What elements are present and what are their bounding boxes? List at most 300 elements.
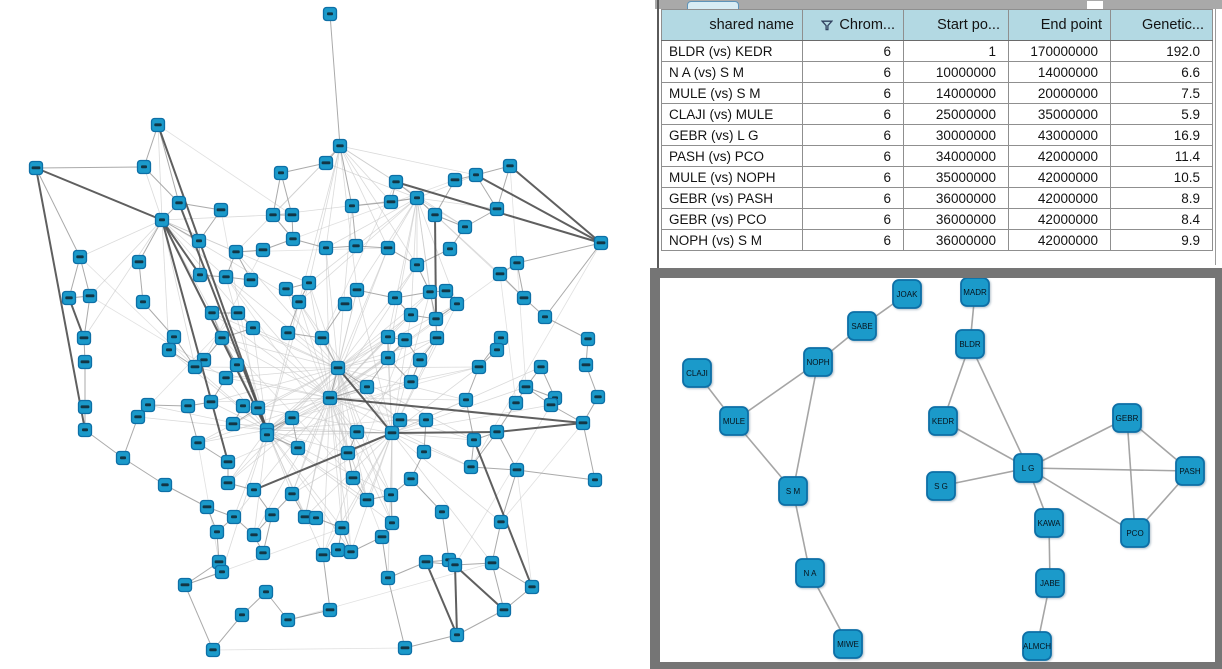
table-row[interactable]: [662, 188, 1213, 209]
network-node[interactable]: [592, 391, 605, 404]
network-node[interactable]: [237, 400, 250, 413]
column-header-0[interactable]: [662, 10, 803, 41]
node-label: [294, 446, 301, 449]
node-label: [353, 288, 362, 291]
table-cell: 25000000: [904, 104, 1009, 125]
node-label: [214, 530, 220, 533]
node-label: [224, 481, 233, 484]
network-node[interactable]: [324, 392, 337, 405]
network-node[interactable]: [545, 399, 558, 412]
node-label: [347, 550, 354, 553]
network-node-KEDR[interactable]: [929, 407, 957, 435]
network-edge: [213, 648, 405, 650]
node-label: [224, 460, 233, 463]
network-node[interactable]: [595, 237, 608, 250]
network-node[interactable]: [152, 119, 165, 132]
network-node[interactable]: [494, 268, 507, 281]
network-node[interactable]: [382, 242, 395, 255]
node-label: [349, 476, 358, 479]
network-node[interactable]: [142, 399, 155, 412]
node-label: [497, 520, 504, 523]
node-label: [387, 200, 396, 203]
node-label: [284, 618, 291, 621]
table-cell: 42000000: [1009, 188, 1111, 209]
network-node[interactable]: [173, 197, 186, 210]
network-node[interactable]: [206, 307, 219, 320]
network-node[interactable]: [192, 437, 205, 450]
network-node-MIWE[interactable]: [834, 630, 862, 658]
network-node[interactable]: [336, 522, 349, 535]
network-node-KAWA[interactable]: [1035, 509, 1063, 537]
network-node-CLAJI[interactable]: [683, 359, 711, 387]
network-node[interactable]: [227, 418, 240, 431]
network-node[interactable]: [163, 344, 176, 357]
table-cell: 5.9: [1111, 104, 1213, 125]
network-node[interactable]: [420, 414, 433, 427]
network-node[interactable]: [216, 566, 229, 579]
network-node[interactable]: [382, 572, 395, 585]
network-node[interactable]: [275, 167, 288, 180]
network-node[interactable]: [459, 221, 472, 234]
node-label: [338, 526, 345, 529]
network-node[interactable]: [451, 629, 464, 642]
table-cell: 6: [803, 104, 904, 125]
node-label: [467, 465, 474, 468]
table-cell: 43000000: [1009, 125, 1111, 146]
node-label: [592, 478, 598, 481]
table-cell: 42000000: [1009, 209, 1111, 230]
network-node[interactable]: [351, 284, 364, 297]
network-node[interactable]: [389, 292, 402, 305]
network-node[interactable]: [495, 332, 508, 345]
node-label: [385, 356, 391, 359]
network-node[interactable]: [332, 362, 345, 375]
node-label: [473, 173, 479, 176]
network-node[interactable]: [182, 400, 195, 413]
node-label: [416, 358, 423, 361]
node-label: [582, 363, 591, 366]
network-node[interactable]: [324, 604, 337, 617]
node-label: [385, 576, 391, 579]
network-node[interactable]: [222, 477, 235, 490]
node-label: [254, 406, 261, 409]
column-header-2[interactable]: [904, 10, 1009, 41]
network-node[interactable]: [420, 556, 433, 569]
network-node[interactable]: [405, 473, 418, 486]
network-node[interactable]: [342, 447, 355, 460]
network-node[interactable]: [137, 296, 150, 309]
filter-funnel-icon[interactable]: [821, 20, 833, 31]
network-node-SG[interactable]: [927, 472, 955, 500]
network-node-SABE[interactable]: [848, 312, 876, 340]
network-node[interactable]: [465, 461, 478, 474]
node-label: [259, 551, 266, 554]
table-scrollbar[interactable]: [1215, 9, 1222, 265]
node-label: [363, 498, 372, 501]
node-label: [454, 633, 460, 636]
node-label: [194, 441, 201, 444]
node-label: [289, 237, 296, 240]
node-label: [520, 296, 529, 299]
network-node[interactable]: [252, 402, 265, 415]
table-row[interactable]: [662, 167, 1213, 188]
network-edge: [198, 430, 267, 443]
network-node[interactable]: [444, 243, 457, 256]
network-node[interactable]: [316, 332, 329, 345]
node-label: [81, 360, 90, 363]
table-cell: 6: [803, 188, 904, 209]
network-node[interactable]: [317, 549, 330, 562]
network-node[interactable]: [351, 426, 364, 439]
network-node[interactable]: [320, 157, 333, 170]
node-label: [522, 385, 531, 388]
network-node[interactable]: [257, 244, 270, 257]
network-node[interactable]: [385, 196, 398, 209]
node-label: [447, 247, 453, 250]
node-label: [282, 287, 289, 290]
network-node-JOAK[interactable]: [893, 280, 921, 308]
network-edge: [510, 166, 601, 243]
network-node[interactable]: [473, 361, 486, 374]
network-edge: [435, 215, 436, 319]
node-label: PCO: [1126, 529, 1144, 538]
node-label: [594, 395, 601, 398]
node-label: [166, 348, 172, 351]
node-label: [159, 218, 165, 221]
network-node[interactable]: [320, 242, 333, 255]
network-node[interactable]: [286, 209, 299, 222]
node-label: [120, 456, 126, 459]
network-node[interactable]: [382, 331, 395, 344]
network-node[interactable]: [248, 484, 261, 497]
node-label: [513, 261, 520, 264]
table-cell: 14000000: [904, 83, 1009, 104]
network-node[interactable]: [193, 235, 206, 248]
network-node[interactable]: [30, 162, 43, 175]
node-label: [80, 336, 89, 339]
network-node[interactable]: [310, 512, 323, 525]
network-node[interactable]: [267, 209, 280, 222]
network-edge: [144, 167, 162, 220]
network-node[interactable]: [79, 401, 92, 414]
node-label: [439, 510, 445, 513]
network-node[interactable]: [292, 442, 305, 455]
network-node-PASH[interactable]: [1176, 457, 1204, 485]
network-node[interactable]: [179, 579, 192, 592]
column-header-3[interactable]: [1009, 10, 1111, 41]
network-node[interactable]: [260, 586, 273, 599]
network-node[interactable]: [232, 307, 245, 320]
node-label: [341, 302, 350, 305]
network-edge-BLDR-LG[interactable]: [970, 344, 1028, 468]
table-row[interactable]: [662, 41, 1213, 62]
network-node[interactable]: [282, 327, 295, 340]
network-edge: [340, 146, 476, 175]
network-node[interactable]: [220, 372, 233, 385]
table-row[interactable]: [662, 62, 1213, 83]
network-node[interactable]: [449, 174, 462, 187]
network-node[interactable]: [189, 361, 202, 374]
network-node[interactable]: [346, 200, 359, 213]
network-edge: [326, 198, 417, 248]
node-label: [512, 401, 519, 404]
network-node[interactable]: [510, 397, 523, 410]
network-node[interactable]: [405, 309, 418, 322]
network-node-SM[interactable]: [779, 477, 807, 505]
network-node[interactable]: [511, 257, 524, 270]
network-node[interactable]: [418, 446, 431, 459]
network-node[interactable]: [399, 642, 412, 655]
network-node[interactable]: [451, 298, 464, 311]
network-node[interactable]: [424, 286, 437, 299]
network-node-LG[interactable]: [1014, 454, 1042, 482]
column-header-1[interactable]: [803, 10, 904, 41]
strip-notch: [1087, 1, 1103, 9]
network-node[interactable]: [394, 414, 407, 427]
network-node[interactable]: [431, 332, 444, 345]
node-label: [401, 646, 410, 649]
node-label: [215, 560, 224, 563]
node-label: [344, 451, 353, 454]
node-label: [537, 365, 544, 368]
node-label: [284, 331, 291, 334]
table-cell: CLAJI (vs) MULE: [662, 104, 803, 125]
node-label: [295, 300, 302, 303]
node-label: [86, 294, 95, 297]
network-node[interactable]: [411, 192, 424, 205]
network-node[interactable]: [411, 259, 424, 272]
network-node[interactable]: [440, 285, 453, 298]
network-node[interactable]: [207, 644, 220, 657]
network-node[interactable]: [63, 292, 76, 305]
network-edge: [36, 167, 144, 168]
network-edge-LG-PASH[interactable]: [1028, 468, 1190, 471]
network-node[interactable]: [133, 256, 146, 269]
column-header-label: shared name: [709, 17, 794, 33]
node-label: [506, 164, 513, 167]
network-node[interactable]: [236, 609, 249, 622]
node-label: [171, 335, 177, 338]
network-edge-NOPH-SM[interactable]: [793, 362, 818, 491]
network-node[interactable]: [84, 290, 97, 303]
network-node[interactable]: [535, 361, 548, 374]
node-label: JOAK: [896, 290, 918, 299]
network-node[interactable]: [526, 581, 539, 594]
network-node[interactable]: [386, 517, 399, 530]
table-cell: GEBR (vs) L G: [662, 125, 803, 146]
network-node[interactable]: [211, 526, 224, 539]
table-row[interactable]: [662, 230, 1213, 251]
network-node[interactable]: [385, 489, 398, 502]
network-node[interactable]: [201, 501, 214, 514]
network-node[interactable]: [303, 277, 316, 290]
network-node[interactable]: [376, 531, 389, 544]
node-label: PASH: [1179, 467, 1201, 476]
node-label: L G: [1021, 464, 1035, 473]
network-edge: [474, 440, 532, 587]
network-edge-GEBR-PCO[interactable]: [1127, 418, 1135, 533]
network-node[interactable]: [156, 214, 169, 227]
network-node[interactable]: [138, 161, 151, 174]
network-node[interactable]: [429, 209, 442, 222]
node-label: [334, 366, 343, 369]
network-node[interactable]: [345, 546, 358, 559]
right-network-view: [650, 268, 1222, 669]
network-node[interactable]: [293, 296, 306, 309]
network-node[interactable]: [386, 427, 399, 440]
node-label: [431, 213, 438, 216]
network-node[interactable]: [580, 359, 593, 372]
network-node[interactable]: [220, 271, 233, 284]
node-label: [353, 430, 360, 433]
network-node[interactable]: [194, 269, 207, 282]
network-node[interactable]: [436, 506, 449, 519]
network-node[interactable]: [261, 429, 274, 442]
network-node[interactable]: [491, 344, 504, 357]
table-row[interactable]: [662, 146, 1213, 167]
network-node[interactable]: [518, 292, 531, 305]
network-node[interactable]: [287, 233, 300, 246]
network-node[interactable]: [539, 311, 552, 324]
network-node[interactable]: [257, 547, 270, 560]
network-node[interactable]: [347, 472, 360, 485]
node-label: [407, 477, 414, 480]
node-label: [250, 533, 257, 536]
network-node-JABE[interactable]: [1036, 569, 1064, 597]
node-label: CLAJI: [686, 369, 708, 378]
network-node[interactable]: [78, 332, 91, 345]
network-node[interactable]: [589, 474, 602, 487]
network-node[interactable]: [430, 313, 443, 326]
network-node[interactable]: [79, 424, 92, 437]
network-node[interactable]: [491, 426, 504, 439]
network-edge: [497, 423, 583, 432]
network-node[interactable]: [205, 396, 218, 409]
table-cell: MULE (vs) S M: [662, 83, 803, 104]
network-node[interactable]: [74, 251, 87, 264]
network-node[interactable]: [390, 176, 403, 189]
network-node[interactable]: [334, 140, 347, 153]
network-node[interactable]: [222, 456, 235, 469]
table-cell: 42000000: [1009, 167, 1111, 188]
network-node-GEBR[interactable]: [1113, 404, 1141, 432]
network-node[interactable]: [324, 8, 337, 21]
network-node[interactable]: [339, 298, 352, 311]
network-node-BLDR[interactable]: [956, 330, 984, 358]
network-node[interactable]: [79, 356, 92, 369]
node-label: S G: [934, 482, 948, 491]
network-node[interactable]: [520, 381, 533, 394]
network-node[interactable]: [132, 411, 145, 424]
network-node[interactable]: [491, 203, 504, 216]
node-label: [392, 296, 398, 299]
network-node[interactable]: [504, 160, 517, 173]
network-node[interactable]: [361, 381, 374, 394]
network-node[interactable]: [495, 516, 508, 529]
network-node[interactable]: [117, 452, 130, 465]
column-header-4[interactable]: [1111, 10, 1213, 41]
network-node[interactable]: [282, 614, 295, 627]
network-node[interactable]: [470, 169, 483, 182]
table-row[interactable]: [662, 104, 1213, 125]
node-label: MULE: [722, 417, 746, 426]
network-node[interactable]: [159, 479, 172, 492]
network-node-MULE[interactable]: [720, 407, 748, 435]
table-cell: 9.9: [1111, 230, 1213, 251]
network-node[interactable]: [361, 494, 374, 507]
network-node[interactable]: [245, 274, 258, 287]
node-label: [494, 348, 500, 351]
network-node[interactable]: [280, 283, 293, 296]
network-node[interactable]: [247, 322, 260, 335]
network-node[interactable]: [332, 544, 345, 557]
network-edge: [517, 470, 595, 480]
network-node[interactable]: [215, 204, 228, 217]
table-cell: 36000000: [904, 209, 1009, 230]
node-label: [278, 171, 284, 174]
network-node[interactable]: [460, 394, 473, 407]
node-label: JABE: [1039, 579, 1061, 588]
node-label: [232, 250, 239, 253]
table-row[interactable]: [662, 125, 1213, 146]
network-node[interactable]: [498, 604, 511, 617]
table-row[interactable]: [662, 209, 1213, 230]
table-cell: 16.9: [1111, 125, 1213, 146]
network-node[interactable]: [228, 511, 241, 524]
network-node[interactable]: [449, 559, 462, 572]
network-node[interactable]: [468, 434, 481, 447]
node-label: [264, 433, 270, 436]
network-node-MADR[interactable]: [961, 278, 989, 306]
network-node[interactable]: [405, 376, 418, 389]
network-node[interactable]: [230, 246, 243, 259]
network-node[interactable]: [286, 412, 299, 425]
panel-divider: [657, 0, 659, 268]
table-cell: 6: [803, 125, 904, 146]
column-header-label: Genetic...: [1141, 17, 1204, 33]
node-label: [423, 418, 429, 421]
network-node[interactable]: [216, 332, 229, 345]
network-node[interactable]: [231, 359, 244, 372]
network-node[interactable]: [486, 557, 499, 570]
node-label: [500, 608, 509, 611]
network-node[interactable]: [414, 354, 427, 367]
network-node[interactable]: [582, 333, 595, 346]
node-label: [392, 180, 399, 183]
network-node[interactable]: [399, 334, 412, 347]
network-node-ALMCH[interactable]: [1023, 632, 1051, 660]
network-node[interactable]: [382, 352, 395, 365]
node-label: [421, 450, 427, 453]
network-node[interactable]: [248, 529, 261, 542]
node-label: [335, 548, 341, 551]
node-label: [219, 570, 225, 573]
network-node-NA[interactable]: [796, 559, 824, 587]
network-edge: [323, 555, 330, 610]
network-node-NOPH[interactable]: [804, 348, 832, 376]
network-node-PCO[interactable]: [1121, 519, 1149, 547]
panel-tab-fragment[interactable]: [687, 1, 739, 9]
table-cell: 35000000: [904, 167, 1009, 188]
network-node[interactable]: [577, 417, 590, 430]
network-node[interactable]: [350, 240, 363, 253]
network-node[interactable]: [286, 488, 299, 501]
network-node[interactable]: [168, 331, 181, 344]
table-row[interactable]: [662, 83, 1213, 104]
network-node[interactable]: [266, 509, 279, 522]
node-label: [451, 563, 458, 566]
network-node[interactable]: [511, 464, 524, 477]
